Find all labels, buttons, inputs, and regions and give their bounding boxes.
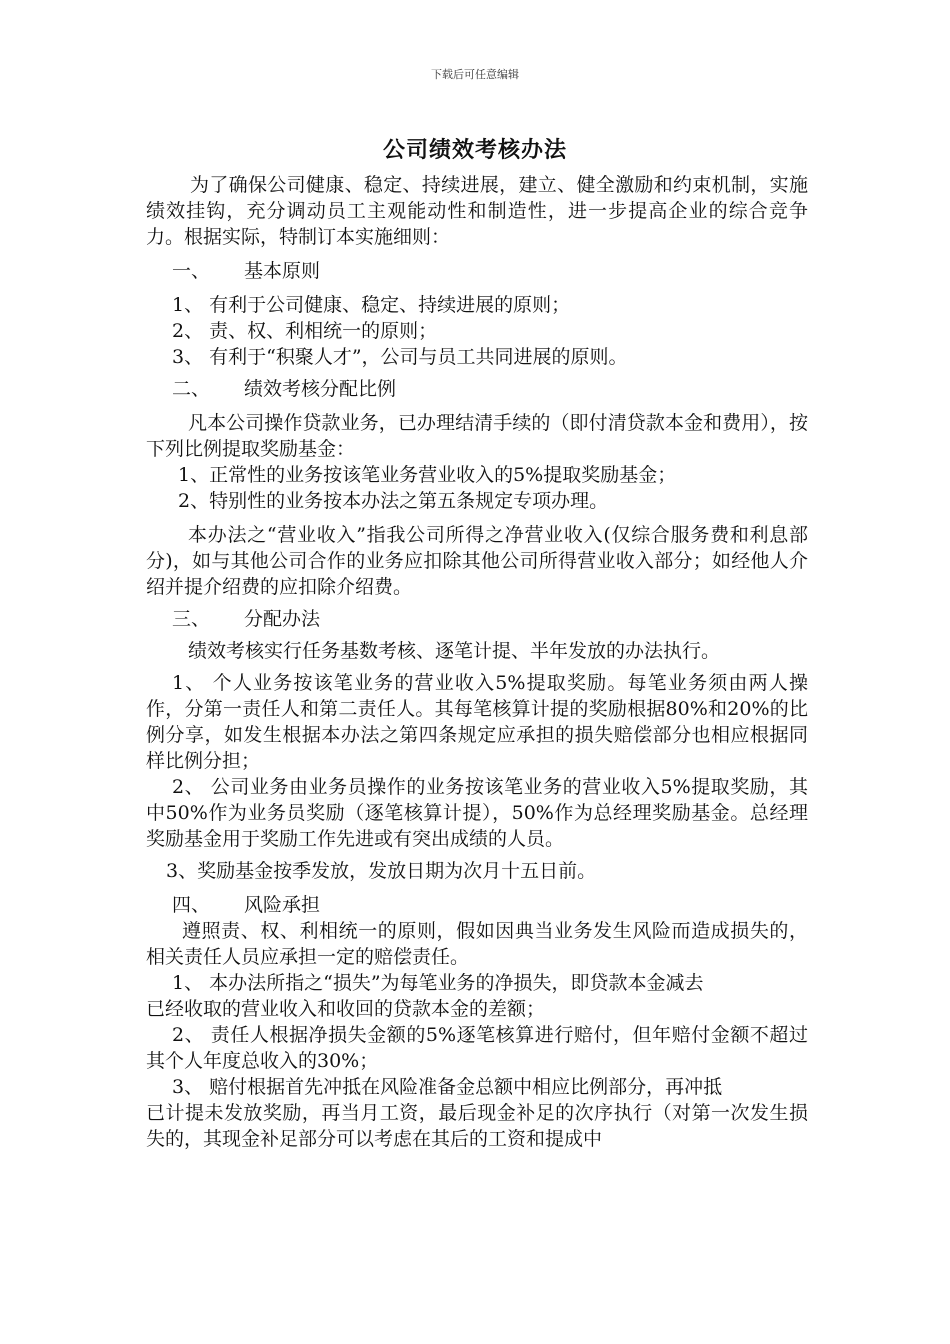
list-item: 1、 本办法所指之“损失”为每笔业务的净损失，即贷款本金减去 — [172, 972, 704, 994]
list-item: 1、 个人业务按该笔业务的营业收入5%提取奖励。每笔业务须由两人操作，分第一责任人和第二责任人。其每笔核算计提的奖励根据80%和20%的比例分享，如发生根据本办法之第四条规定应承担的损失赔偿部分也相应根据同样比例分担； — [146, 672, 808, 772]
list-item: 1、 有利于公司健康、稳定、持续进展的原则； — [172, 294, 571, 316]
list-item: 2、 责、权、利相统一的原则； — [172, 320, 438, 342]
list-item: 3、 有利于“积聚人才”，公司与员工共同进展的原则。 — [172, 346, 628, 368]
section-number: 四、 — [172, 894, 211, 916]
section2-intro: 凡本公司操作贷款业务，已办理结清手续的（即付清贷款本金和费用），按下列比例提取奖励基金： — [146, 412, 808, 460]
section-number: 二、 — [172, 378, 211, 400]
list-item: 2、 公司业务由业务员操作的业务按该笔业务的营业收入5%提取奖励，其中50%作为业务员奖励（逐笔核算计提），50%作为总经理奖励基金。总经理奖励基金用于奖励工作先进或有突出成绩的人员。 — [146, 776, 808, 850]
section-heading-ratio — [146, 376, 808, 402]
document-title: 公司绩效考核办法 — [382, 137, 567, 163]
section3-intro: 绩效考核实行任务基数考核、逐笔计提、半年发放的办法执行。 — [188, 640, 721, 662]
list-item: 3、奖励基金按季发放，发放日期为次月十五日前。 — [166, 860, 597, 882]
section-number: 三、 — [172, 608, 211, 630]
section4-intro: 遵照责、权、利相统一的原则，假如因典当业务发生风险而造成损失的，相关责任人员应承担一定的赔偿责任。 — [146, 920, 808, 968]
section-title: 风险承担 — [244, 894, 321, 916]
header-note: 下载后可任意编辑 — [431, 68, 519, 81]
section-title: 基本原则 — [244, 260, 321, 282]
list-item: 2、 责任人根据净损失金额的5%逐笔核算进行赔付，但年赔付金额不超过其个人年度总收入的30%； — [146, 1024, 808, 1072]
section-title: 绩效考核分配比例 — [244, 378, 397, 400]
section-heading-principles — [146, 258, 808, 284]
list-item-continuation: 已经收取的营业收入和收回的贷款本金的差额； — [146, 998, 546, 1020]
list-item-continuation: 已计提未发放奖励，再当月工资，最后现金补足的次序执行（对第一次发生损失的，其现金补足部分可以考虑在其后的工资和提成中 — [146, 1102, 808, 1150]
section2-note: 本办法之“营业收入”指我公司所得之净营业收入(仅综合服务费和利息部分)，如与其他公司合作的业务应扣除其他公司所得营业收入部分；如经他人介绍并提介绍费的应扣除介绍费。 — [146, 524, 808, 598]
list-item: 2、特别性的业务按本办法之第五条规定专项办理。 — [178, 490, 609, 512]
section-title: 分配办法 — [244, 608, 321, 630]
list-item: 1、正常性的业务按该笔业务营业收入的5%提取奖励基金； — [178, 464, 677, 486]
section-number: 一、 — [172, 260, 211, 282]
list-item: 3、 赔付根据首先冲抵在风险准备金总额中相应比例部分，再冲抵 — [172, 1076, 723, 1098]
document-body — [146, 172, 808, 1152]
section-heading-risk — [146, 892, 808, 918]
section-heading-distribution — [146, 606, 808, 632]
intro-paragraph: 为了确保公司健康、稳定、持续进展，建立、健全激励和约束机制，实施绩效挂钩，充分调动员工主观能动性和制造性，进一步提高企业的综合竞争力。根据实际，特制订本实施细则： — [146, 174, 808, 248]
